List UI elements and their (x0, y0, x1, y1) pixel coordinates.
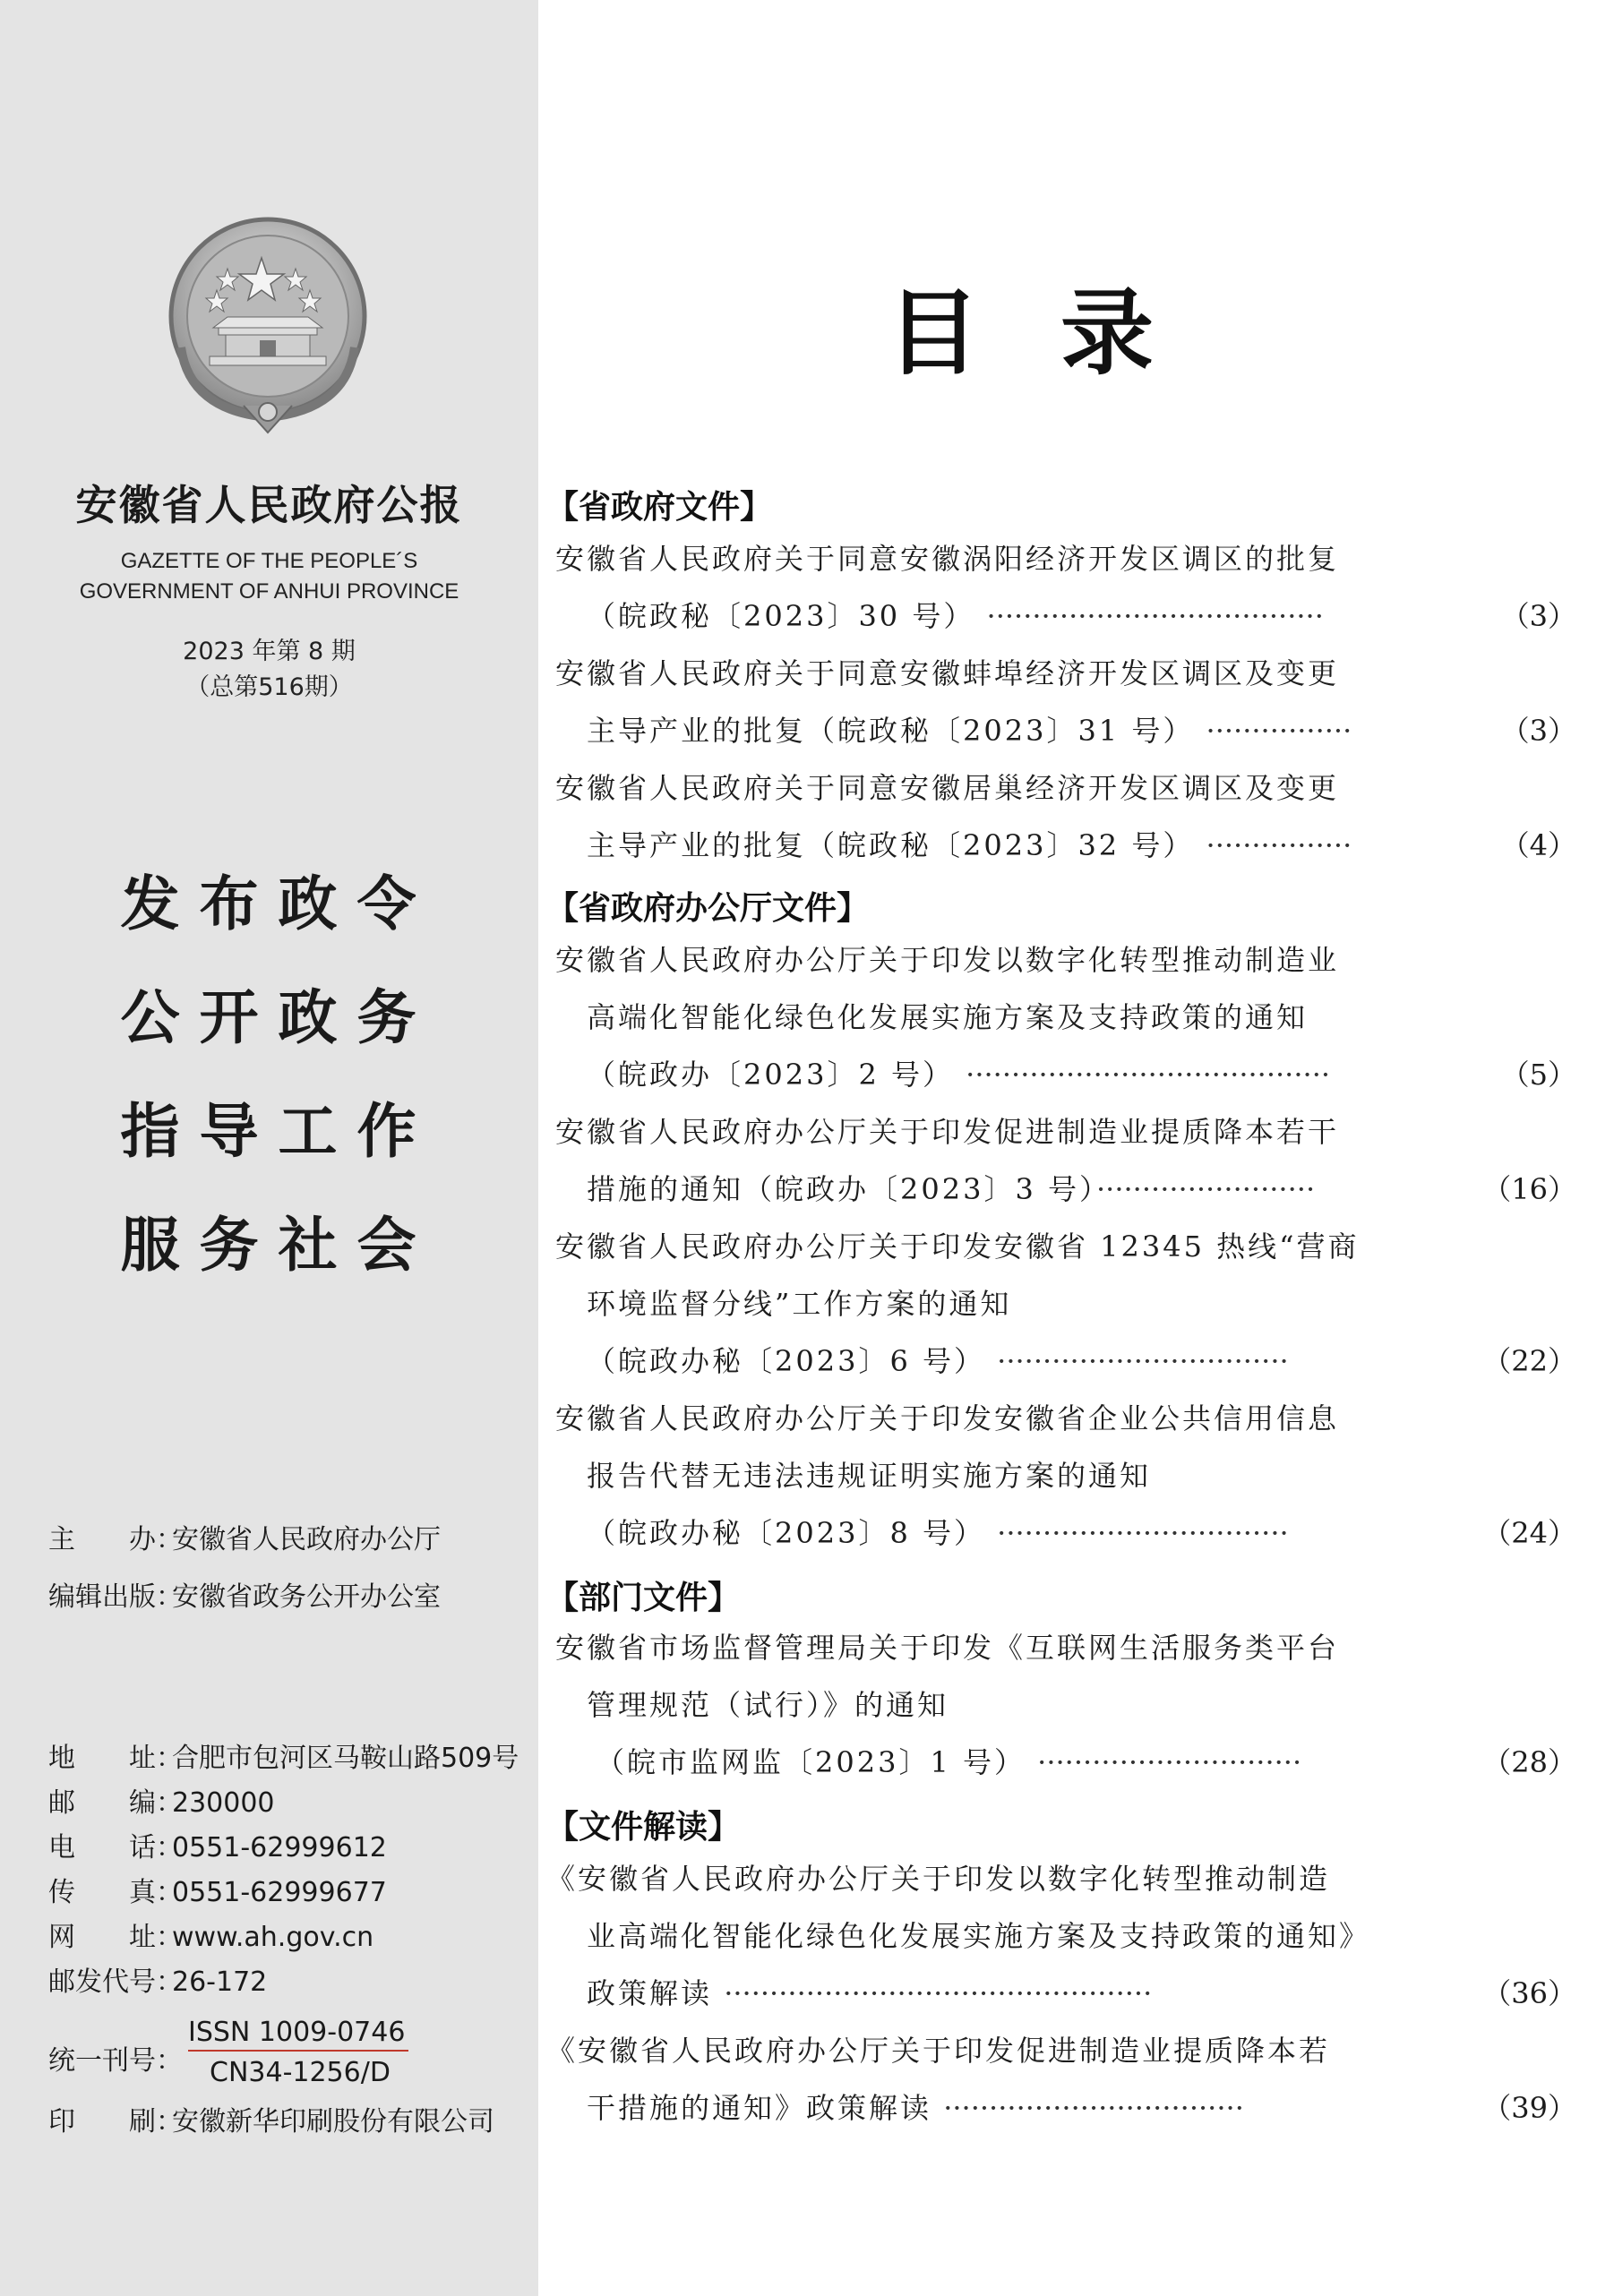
gazette-title: 安徽省人民政府公报 (75, 481, 463, 529)
slogan-line: 指导工作 (120, 1097, 436, 1166)
toc-entry-line[interactable]: 干措施的通知》政策解读 ································· (587, 2091, 1244, 2125)
toc-entry-line[interactable]: 业高端化智能化绿色化发展实施方案及支持政策的通知》 (587, 1919, 1371, 1953)
page-number[interactable]: （4） (1500, 828, 1576, 862)
page-number[interactable]: （3） (1500, 714, 1576, 748)
info-address: 地 址：合肥市包河区马鞍山路509号 (48, 1743, 519, 1774)
info-postal-code: 邮发代号：26-172 (48, 1966, 268, 1998)
english-title-line: GAZETTE OF THE PEOPLE´S (120, 549, 418, 573)
page-number[interactable]: （36） (1482, 1976, 1576, 2010)
page-number[interactable]: （16） (1482, 1172, 1576, 1206)
issue-info (0, 634, 538, 706)
toc-entry-line[interactable]: 安徽省人民政府办公厅关于印发安徽省企业公共信用信息 (555, 1401, 1340, 1435)
toc-entry-line[interactable]: 《安徽省人民政府办公厅关于印发以数字化转型推动制造 (546, 1862, 1331, 1896)
slogan-line: 发布政令 (120, 870, 436, 938)
toc-entry-line[interactable]: （皖政办秘〔2023〕6 号） ································ (587, 1344, 1289, 1378)
toc-entry-line[interactable]: 安徽省人民政府办公厅关于印发促进制造业提质降本若干 (555, 1115, 1340, 1149)
cn-number: CN34-1256/D (210, 2057, 391, 2088)
toc-entry-line[interactable]: 安徽省人民政府关于同意安徽蚌埠经济开发区调区及变更 (555, 656, 1340, 690)
issue-number: 2023 年第 8 期 (183, 638, 356, 665)
toc-entry-line[interactable]: 政策解读 ··············································· (587, 1976, 1153, 2010)
toc-entry-line[interactable]: 报告代替无违法违规证明实施方案的通知 (587, 1459, 1152, 1493)
total-issue-number: （总第516期） (185, 673, 353, 701)
toc-entry-line[interactable]: 安徽省人民政府办公厅关于印发安徽省 12345 热线“营商 (555, 1229, 1360, 1264)
toc-entry-line[interactable]: （皖政办〔2023〕2 号） ········································ (587, 1058, 1331, 1092)
slogan-line: 服务社会 (120, 1211, 436, 1280)
toc-entry-line[interactable]: 主导产业的批复（皖政秘〔2023〕31 号） ················ (587, 714, 1352, 748)
info-fax: 传 真：0551-62999677 (48, 1877, 387, 1908)
info-phone: 电 话：0551-62999612 (48, 1832, 387, 1863)
toc-entry-line[interactable]: （皖政秘〔2023〕30 号） ····································· (587, 599, 1324, 633)
section-heading: 【省政府办公厅文件】 (546, 890, 870, 927)
issn-number: ISSN 1009-0746 (188, 2017, 408, 2052)
section-heading: 【部门文件】 (546, 1580, 741, 1616)
toc-entry-line[interactable]: 安徽省人民政府关于同意安徽居巢经济开发区调区及变更 (555, 771, 1340, 805)
info-website: 网 址：www.ah.gov.cn (48, 1922, 374, 1953)
toc-entry-line[interactable]: 安徽省人民政府关于同意安徽涡阳经济开发区调区的批复 (555, 542, 1340, 576)
toc-entry-line[interactable]: 措施的通知（皖政办〔2023〕3 号）························ (587, 1172, 1316, 1206)
national-emblem-icon (154, 213, 382, 441)
toc-entry-line[interactable]: 环境监督分线”工作方案的通知 (587, 1287, 1012, 1321)
toc-entry-line[interactable]: 安徽省人民政府办公厅关于印发以数字化转型推动制造业 (555, 943, 1340, 977)
gazette-english-title (0, 546, 538, 607)
slogan-block (0, 869, 538, 1324)
toc-title: 目录 (887, 278, 1235, 388)
cover-sidebar (0, 0, 538, 2296)
page-number[interactable]: （39） (1482, 2091, 1576, 2125)
info-printer: 印 刷：安徽新华印刷股份有限公司 (48, 2106, 494, 2138)
info-postcode: 邮 编：230000 (48, 1787, 275, 1819)
page-number[interactable]: （5） (1500, 1058, 1576, 1092)
english-title-line: GOVERNMENT OF ANHUI PROVINCE (79, 579, 459, 604)
info-sponsor: 主 办：安徽省人民政府办公厅 (48, 1524, 441, 1555)
slogan-line: 公开政务 (120, 983, 436, 1052)
toc-entry-line[interactable]: 管理规范（试行）》的通知 (587, 1688, 949, 1722)
page-number[interactable]: （24） (1482, 1516, 1576, 1550)
toc-entry-line[interactable]: 安徽省市场监督管理局关于印发《互联网生活服务类平台 (555, 1631, 1340, 1665)
toc-entry-line[interactable]: 主导产业的批复（皖政秘〔2023〕32 号） ················ (587, 828, 1352, 862)
page-number[interactable]: （22） (1482, 1344, 1576, 1378)
page-number[interactable]: （3） (1500, 599, 1576, 633)
toc-entry-line[interactable]: （皖政办秘〔2023〕8 号） ································ (587, 1516, 1289, 1550)
issn-label: 统一刊号： (48, 2045, 183, 2077)
page-number[interactable]: （28） (1482, 1745, 1576, 1779)
section-heading: 【文件解读】 (546, 1809, 741, 1846)
toc-entry-line[interactable]: （皖市监网监〔2023〕1 号） ····························· (596, 1745, 1302, 1779)
section-heading: 【省政府文件】 (546, 489, 773, 526)
toc-entry-line[interactable]: 高端化智能化绿色化发展实施方案及支持政策的通知 (587, 1000, 1309, 1034)
info-publisher: 编辑出版：安徽省政务公开办公室 (48, 1581, 441, 1613)
toc-entry-line[interactable]: 《安徽省人民政府办公厅关于印发促进制造业提质降本若 (546, 2034, 1331, 2068)
